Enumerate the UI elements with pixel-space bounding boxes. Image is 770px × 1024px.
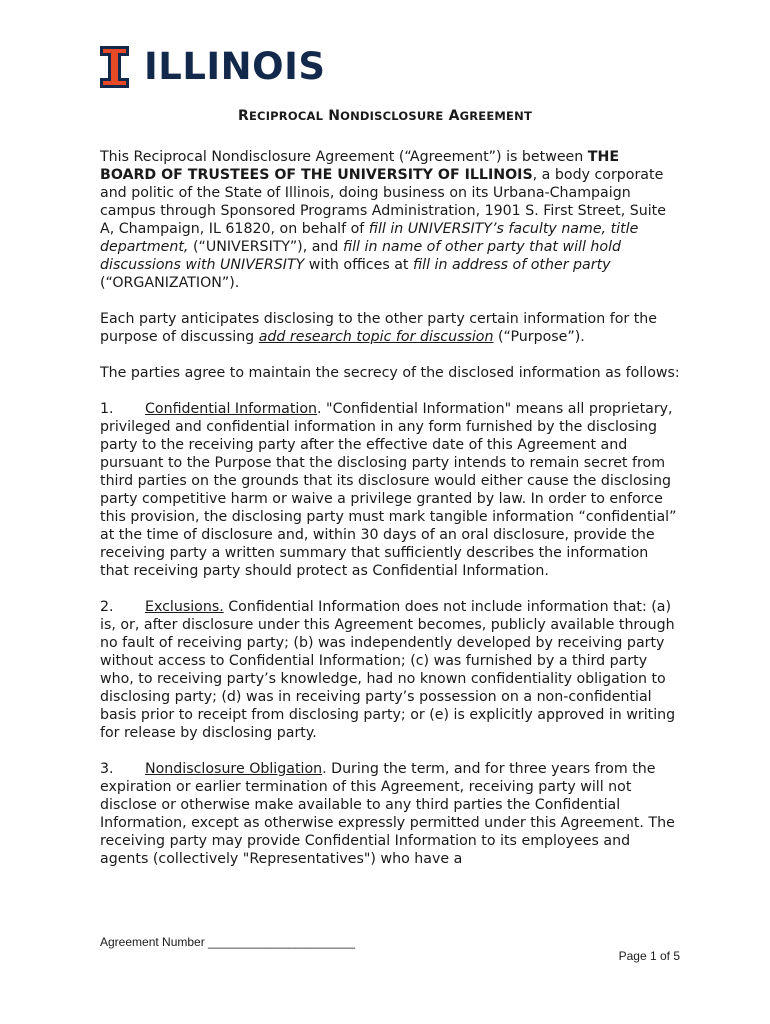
section-heading: Nondisclosure Obligation <box>145 761 323 777</box>
illinois-logo <box>100 46 326 88</box>
purpose-paragraph: Each party anticipates disclosing to the other party certain information for the purpose of discussing add research topic for discussion (“Purpose”). <box>100 311 657 345</box>
section-confidential-information: 1. Confidential Information. "Confidential Information" means all proprietary, privileged and confidential information in any form furnished by the disclosing party to the receiving party after the effective date of this Agreement and pursuant to the Purpose that the disclosing party intends to remain secret from third parties on the grounds that its disclosure would either cause the disclosing party competitive harm or waive a privilege granted by law. In order to enforce this provision, the disclosing party must mark tangible information “confidential” at the time of disclosure and, within 30 days of an oral disclosure, provide the receiving party a written summary that sufficiently describes the information that receiving party should protect as Confidential Information. <box>100 401 677 579</box>
logo-wordmark: ILLINOIS <box>144 45 326 88</box>
document-title: RECIPROCAL NONDISCLOSURE AGREEMENT <box>238 108 532 124</box>
section-nondisclosure-obligation: 3. Nondisclosure Obligation. During the term, and for three years from the expiration or earlier termination of this Agreement, receiving party will not disclose or otherwise make available to any third parties the Confidential Information, except as otherwise expressly permitted under this Agreement. The receiving party may provide Confidential Information to its employees and agents (collectively "Representatives") who have a <box>100 761 675 867</box>
section-exclusions: 2. Exclusions. Confidential Information does not include information that: (a) is, or, after disclosure under this Agreement becomes, publicly available through no fault of receiving party; (b) was independently developed by receiving party without access to Confidential Information; (c) was furnished by a third party who, to receiving party’s knowledge, had no known confidentiality obligation to disclosing party; (d) was in receiving party’s possession on a non-confidential basis prior to receipt from disclosing party; or (e) is explicitly approved in writing for release by disclosing party. <box>100 599 676 741</box>
section-heading: Confidential Information <box>145 401 318 417</box>
agree-paragraph: The parties agree to maintain the secrecy of the disclosed information as follows: <box>100 365 680 381</box>
section-number: 2. <box>100 599 114 615</box>
page-number: Page 1 of 5 <box>618 949 680 963</box>
document-body <box>100 148 680 886</box>
section-number: 3. <box>100 761 114 777</box>
section-heading: Exclusions. <box>145 599 224 615</box>
section-number: 1. <box>100 401 114 417</box>
intro-paragraph: This Reciprocal Nondisclosure Agreement (“Agreement”) is between THE BOARD OF TRUSTEES OF THE UNIVERSITY OF ILLINOIS, a body corporate and politic of the State of Illinois, doing business on its Urbana-Champaign campus through Sponsored Programs Administration, 1901 S. First Street, Suite A, Champaign, IL 61820, on behalf of fill in UNIVERSITY’s faculty name, title department, (“UNIVERSITY”), and fill in name of other party that will hold discussions with UNIVERSITY with offices at fill in address of other party (“ORGANIZATION”). <box>100 149 666 291</box>
agreement-number-field: Agreement Number ______________________ <box>100 935 355 949</box>
block-i-icon <box>100 46 129 88</box>
